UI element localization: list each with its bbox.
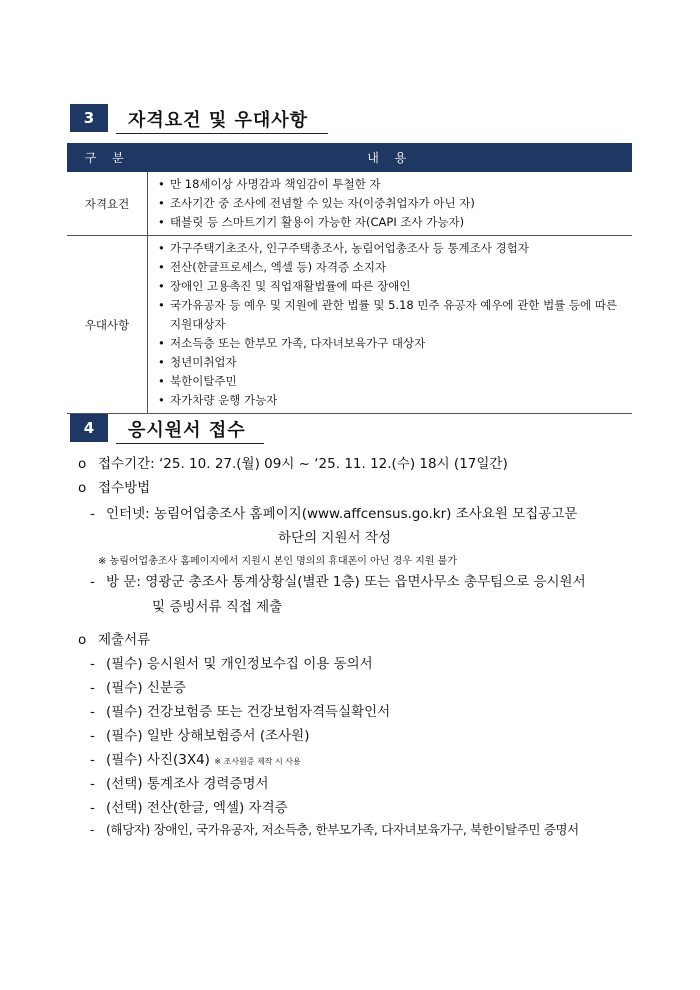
section-number: 4 <box>70 414 108 442</box>
section-title: 자격요건 및 우대사항 <box>128 110 309 131</box>
dash-bullet: - <box>90 822 95 837</box>
note-line: ※ 농림어업총조사 홈페이지에서 지원시 본인 명의의 휴대폰이 아닌 경우 지원 불가 <box>98 556 457 567</box>
dash-bullet: - <box>90 506 95 522</box>
list-item: • 만 18세이상 사명감과 책임감이 투철한 자 <box>158 175 628 194</box>
photo-note: ※ 조사원증 제작 시 사용 <box>214 757 301 766</box>
title-underline <box>116 133 328 134</box>
internet-line <box>90 502 577 522</box>
list-item: • 국가유공자 등 예우 및 지원에 관한 법률 및 5.18 민주 유공자 예우에 관한 법률 등에 따른 지원대상자 <box>158 296 628 334</box>
visit-line <box>90 570 586 590</box>
list-item: • 청년미취업자 <box>158 353 628 372</box>
list-item <box>90 700 390 720</box>
dash-bullet: - <box>90 574 95 590</box>
list-item <box>90 772 269 792</box>
list-item <box>90 724 309 744</box>
internet-line-2: 하단의 지원서 작성 <box>278 530 391 546</box>
doc-text: (선택) 전산(한글, 엑셀) 자격증 <box>106 800 288 816</box>
circle-bullet: o <box>78 480 87 496</box>
internet-text: 인터넷: 농림어업총조사 홈페이지(www.affcensus.go.kr) 조사요원 모집공고문 <box>106 506 578 522</box>
doc-text: (필수) 응시원서 및 개인정보수집 이용 동의서 <box>106 656 373 672</box>
dash-bullet: - <box>90 800 95 816</box>
docs-title: 제출서류 <box>98 632 151 648</box>
row-content <box>148 172 633 236</box>
header-content: 내 용 <box>148 143 633 172</box>
visit-line-2: 및 증빙서류 직접 제출 <box>152 599 283 615</box>
list-item: • 장애인 고용촉진 및 직업재활법률에 따른 장애인 <box>158 277 628 296</box>
requirements-table <box>67 143 632 414</box>
list-item <box>90 676 186 696</box>
list-item <box>90 652 373 672</box>
list-item: • 전산(한글프로세스, 엑셀 등) 자격증 소지자 <box>158 258 628 277</box>
dash-bullet: - <box>90 656 95 672</box>
dash-bullet: - <box>90 680 95 696</box>
list-item: • 자가차량 운행 가능자 <box>158 391 628 410</box>
row-label: 우대사항 <box>67 236 148 414</box>
visit-text: 방 문: 영광군 총조사 통계상황실(별관 1층) 또는 읍면사무소 총무팀으로 응시원서 <box>106 574 586 590</box>
list-item <box>90 748 301 768</box>
doc-text: (필수) 신분증 <box>106 680 187 696</box>
dash-bullet: - <box>90 728 95 744</box>
doc-text: (필수) 건강보험증 또는 건강보험자격득실확인서 <box>106 704 391 720</box>
title-underline <box>116 443 264 444</box>
row-content <box>148 236 633 414</box>
circle-bullet: o <box>78 456 87 472</box>
doc-text: (필수) 사진(3X4) <box>106 752 210 768</box>
header-category: 구 분 <box>67 143 148 172</box>
method-title: 접수방법 <box>98 480 151 496</box>
period-text: 접수기간: ‘25. 10. 27.(월) 09시 ~ ‘25. 11. 12.(수) 18시 (17일간) <box>98 456 508 472</box>
dash-bullet: - <box>90 776 95 792</box>
method-title-line <box>78 476 150 496</box>
list-item: • 조사기간 중 조사에 전념할 수 있는 자(이중취업자가 아닌 자) <box>158 194 628 213</box>
table-header-row <box>67 143 632 172</box>
list-item <box>90 796 288 816</box>
list-item <box>90 820 579 838</box>
list-item: • 가구주택기초조사, 인구주택총조사, 농림어업총조사 등 통계조사 경험자 <box>158 239 628 258</box>
section-title: 응시원서 접수 <box>128 420 246 441</box>
period-line <box>78 452 508 472</box>
row-label: 자격요건 <box>67 172 148 236</box>
doc-text: (선택) 통계조사 경력증명서 <box>106 776 269 792</box>
doc-text: (필수) 일반 상해보험증서 (조사원) <box>106 728 310 744</box>
dash-bullet: - <box>90 752 95 768</box>
list-item: • 태블릿 등 스마트기기 활용이 가능한 자(CAPI 조사 가능자) <box>158 213 628 232</box>
list-item: • 저소득층 또는 한부모 가족, 다자녀보육가구 대상자 <box>158 334 628 353</box>
table-row <box>67 236 632 414</box>
table-row <box>67 172 632 236</box>
list-item: • 북한이탈주민 <box>158 372 628 391</box>
doc-text: (해당자) 장애인, 국가유공자, 저소득층, 한부모가족, 다자녀보육가구, 북한이탈주민 증명서 <box>106 822 579 837</box>
dash-bullet: - <box>90 704 95 720</box>
docs-title-line <box>78 628 150 648</box>
section-number: 3 <box>70 104 108 132</box>
circle-bullet: o <box>78 632 87 648</box>
